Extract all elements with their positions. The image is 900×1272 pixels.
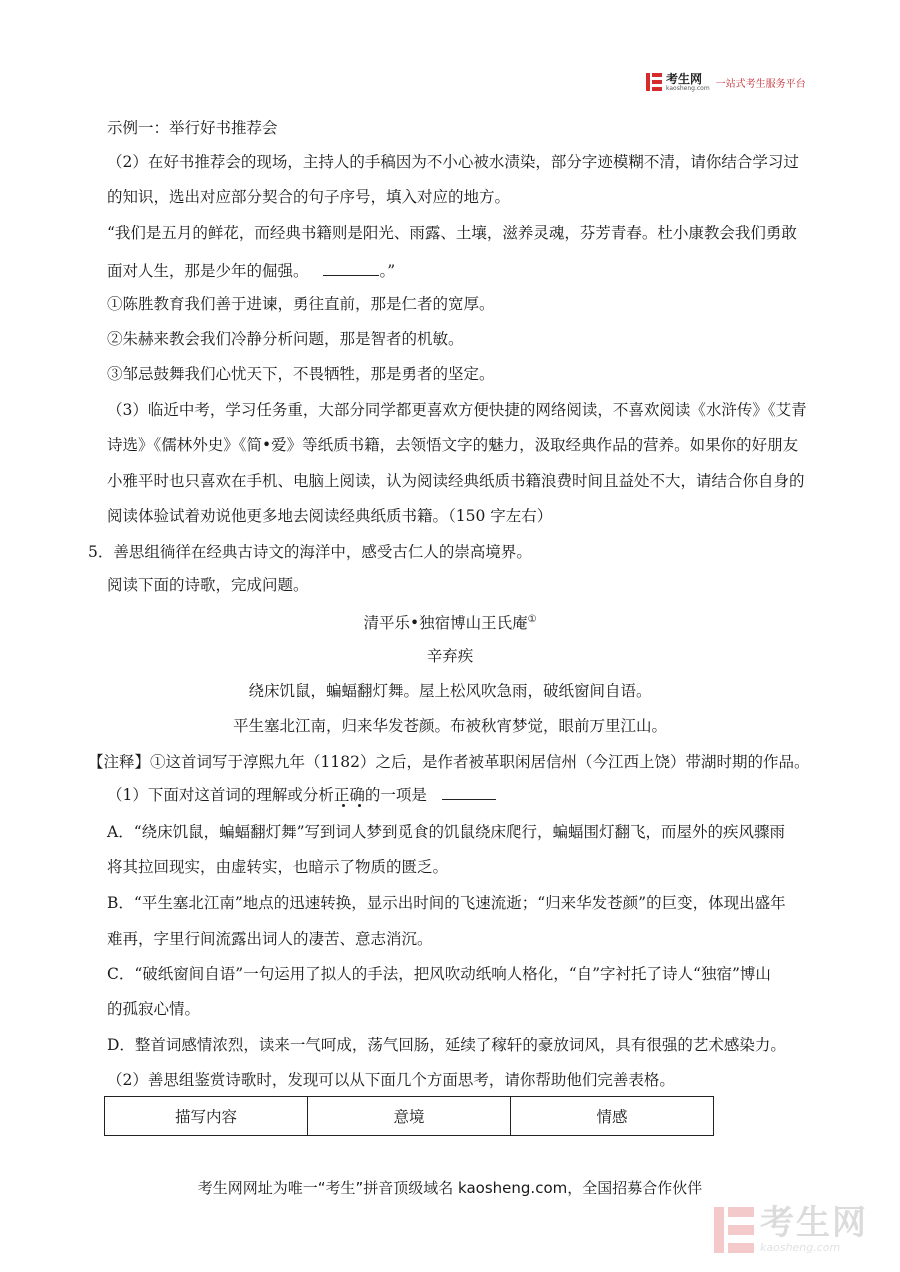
page-footer: 考生网网址为唯一“考生”拼音顶级域名 kaosheng.com，全国招募合作伙伴 — [197, 1179, 703, 1197]
poem-line-1: 绕床饥鼠，蝙蝠翻灯舞。屋上松风吹急雨，破纸窗间自语。 — [248, 682, 652, 700]
logo-name: 考生网 — [666, 71, 703, 86]
logo-domain: kaosheng.com — [666, 84, 710, 92]
poem-author: 辛弃疾 — [426, 647, 474, 665]
watermark-logo-icon — [714, 1207, 754, 1253]
annotation: 【注释】①这首词写于淳熙九年（1182）之后，是作者被革职闲居信州（今江西上饶）带湖时期的作品。 — [88, 753, 810, 771]
watermark-domain: kaosheng.com — [760, 1241, 841, 1254]
option-a-line2: 将其拉回现实，由虚转实，也暗示了物质的匮乏。 — [107, 858, 449, 876]
q3-line1: （3）临近中考，学习任务重，大部分同学都更喜欢方便快捷的网络阅读，不喜欢阅读《水浒传》《艾青 — [107, 401, 807, 419]
watermark-text: 考生网 — [760, 1203, 868, 1243]
reading-instruction: 阅读下面的诗歌，完成问题。 — [107, 576, 309, 594]
answer-blank-1[interactable] — [442, 783, 496, 800]
option-c-line1: C．“破纸窗间自语”一句运用了拟人的手法，把风吹动纸响人格化，“自”字衬托了诗人“独宿”博山 — [107, 965, 771, 983]
option-a-line1: A．“绕床饥鼠，蝙蝠翻灯舞”写到词人梦到觅食的饥鼠绕床爬行，蝙蝠围灯翻飞，而屋外的疾风骤雨 — [107, 823, 786, 841]
table-header-emotion: 情感 — [596, 1108, 628, 1126]
kaosheng-logo-icon — [646, 73, 662, 91]
option-c-line2: 的孤寂心情。 — [107, 1000, 201, 1018]
question-5-heading: 5．善思组徜徉在经典古诗文的海洋中，感受古仁人的崇高境界。 — [88, 543, 532, 561]
watermark — [714, 1205, 868, 1254]
q2-prompt-line1: （2）在好书推荐会的现场，主持人的手稿因为不小心被水渍染，部分字迹模糊不清，请你结合学习过 — [107, 153, 799, 171]
q3-line4: 阅读体验试着劝说他更多地去阅读经典纸质书籍。（150 字左右） — [107, 507, 553, 525]
choice-3: ③邹忌鼓舞我们心忧天下，不畏牺牲，那是勇者的坚定。 — [107, 365, 495, 383]
poem-title: 清平乐•独宿博山王氏庵 — [363, 614, 528, 633]
poem-line-2: 平生塞北江南，归来华发苍颜。布被秋宵梦觉，眼前万里江山。 — [232, 717, 667, 735]
appreciation-table — [104, 1096, 714, 1136]
header-slogan: 一站式考生服务平台 — [715, 78, 806, 90]
manuscript-line2 — [107, 259, 395, 281]
table-header-description: 描写内容 — [105, 1097, 308, 1135]
emphasis-dot — [358, 804, 361, 807]
option-b-line2: 难再，字里行间流露出词人的凄苦、意志消沉。 — [107, 930, 433, 948]
q2-prompt-line2: 的知识，选出对应部分契合的句子序号，填入对应的地方。 — [107, 188, 511, 206]
poem-title-row — [0, 610, 900, 633]
answer-blank[interactable] — [323, 259, 379, 276]
example-heading: 示例一：举行好书推荐会 — [107, 119, 278, 137]
emphasis-dot — [342, 804, 345, 807]
manuscript-line1: “我们是五月的鲜花，而经典书籍则是阳光、雨露、土壤，滋养灵魂，芬芳青春。杜小康教会我们勇敢 — [107, 224, 797, 242]
choice-1: ①陈胜教育我们善于进谏，勇往直前，那是仁者的宽厚。 — [107, 295, 495, 313]
option-b-line1: B．“平生塞北江南”地点的迅速转换，显示出时间的飞速流逝；“归来华发苍颜”的巨变，体现出盛年 — [107, 894, 786, 912]
option-d: D．整首词感情浓烈，读来一气呵成，荡气回肠，延续了稼轩的豪放词风，具有很强的艺术感染力。 — [107, 1036, 786, 1054]
choice-2: ②朱赫来教会我们冷静分析问题，那是智者的机敏。 — [107, 330, 464, 348]
header-logo — [646, 72, 806, 92]
q3-line3: 小雅平时也只喜欢在手机、电脑上阅读，认为阅读经典纸质书籍浪费时间且益处不大，请结合你自身的 — [107, 472, 805, 490]
poem-note-mark: ① — [527, 614, 537, 625]
q3-line2: 诗选》《儒林外史》《简•爱》等纸质书籍，去领悟文字的魅力，汲取经典作品的营养。如果你的好朋友 — [107, 436, 799, 454]
sub-question-2: （2）善思组鉴赏诗歌时，发现可以从下面几个方面思考，请你帮助他们完善表格。 — [107, 1071, 675, 1089]
sub-question-1 — [107, 783, 496, 805]
manuscript-text: 面对人生，那是少年的倔强。 — [107, 262, 309, 280]
sub-question-1-text: （1）下面对这首词的理解或分析正确的一项是 — [107, 786, 427, 804]
manuscript-end: 。” — [379, 262, 396, 280]
table-header-imagery: 意境 — [308, 1097, 511, 1135]
